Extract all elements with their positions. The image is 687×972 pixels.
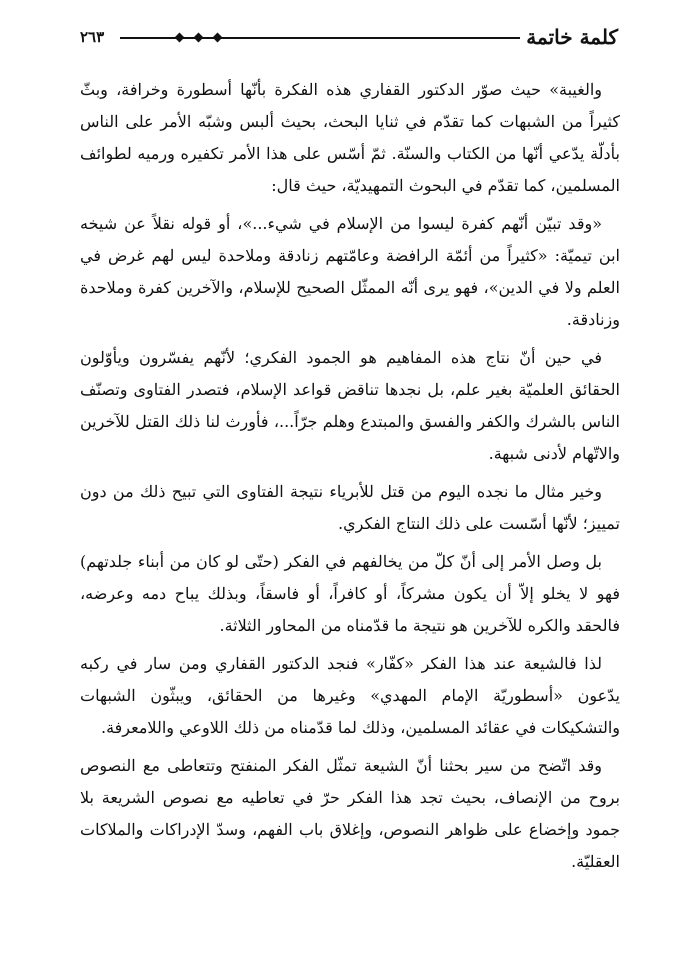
paragraph: وقد اتّضح من سير بحثنا أنّ الشيعة تمثّل الفكر المنفتح وتتعاطى مع النصوص بروح من الإنصاف، بحيث تجد هذا الفكر حرّ في تعاطيه مع نصوص الشريعة بلا جمود وإخضاع على ظواهر النصوص، وإغلاق باب الفهم، وسدّ الإدراكات والملاكات العقليّة. bbox=[80, 756, 620, 871]
page-number: ٢٦٣ bbox=[80, 28, 105, 46]
chapter-title: كلمة خاتمة bbox=[526, 25, 618, 49]
paragraph: في حين أنّ نتاج هذه المفاهيم هو الجمود الفكري؛ لأنّهم يفسّرون ويأوّلون الحقائق العلميّة بغير علم، بل نجدها تناقض قواعد الإسلام، فتصدر الفتاوى وتصنّف الناس بالشرك والكفر والفسق والمبتدع وهلم جرّاً...، فأورث لنا ذلك القتل للآخرين والاتّهام لأدنى شبهة. bbox=[80, 348, 620, 463]
header-ornament bbox=[176, 31, 221, 43]
page-header bbox=[80, 22, 620, 52]
page-body bbox=[80, 74, 620, 878]
paragraph: «وقد تبيّن أنّهم كفرة ليسوا من الإسلام في شيء...»، أو قوله نقلاً عن شيخه ابن تيميّة: «كثيراً من أئمّة الرافضة وعامّتهم زنادقة وملاحدة ليس لهم غرض في العلم ولا في الدين»، فهو يرى أنّه الممثّل الصحيح للإسلام، والآخرين كفرة وملاحدة وزنادقة. bbox=[80, 214, 620, 329]
ornament-dot bbox=[194, 33, 204, 43]
ornament-dot bbox=[213, 33, 223, 43]
paragraph: بل وصل الأمر إلى أنّ كلّ من يخالفهم في الفكر (حتّى لو كان من أبناء جلدتهم) فهو لا يخلو إلاّ أن يكون مشركاً، أو كافراً، أو فاسقاً، وبذلك يباح دمه وعرضه، فالحقد والكره للآخرين هو نتيجة ما قدّمناه من المحاور الثلاثة. bbox=[80, 552, 620, 635]
paragraph: لذا فالشيعة عند هذا الفكر «كفّار» فنجد الدكتور القفاري ومن سار في ركبه يدّعون «أسطوريّة الإمام المهدي» وغيرها من الحقائق، ويبثّون الشبهات والتشكيكات في عقائد المسلمين، وذلك لما قدّمناه من ذلك اللاوعي واللامعرفة. bbox=[80, 654, 620, 737]
paragraph: وخير مثال ما نجده اليوم من قتل للأبرياء نتيجة الفتاوى التي تبيح ذلك من دون تمييز؛ لأنّها أسّست على ذلك النتاج الفكري. bbox=[80, 482, 620, 533]
ornament-dot bbox=[175, 33, 185, 43]
paragraph: والغيبة» حيث صوّر الدكتور القفاري هذه الفكرة بأنّها أسطورة وخرافة، وبثّ كثيراً من الشبهات كما تقدّم في ثنايا البحث، بحيث ألبس وشبّه الأمر على الناس بأدلّة يدّعي أنّها من الكتاب والسنّة. ثمّ أسّس على هذا الأمر تكفيره ورميه لطوائف المسلمين، كما تقدّم في البحوث التمهيديّة، حيث قال: bbox=[80, 80, 620, 195]
document-page bbox=[80, 22, 620, 884]
